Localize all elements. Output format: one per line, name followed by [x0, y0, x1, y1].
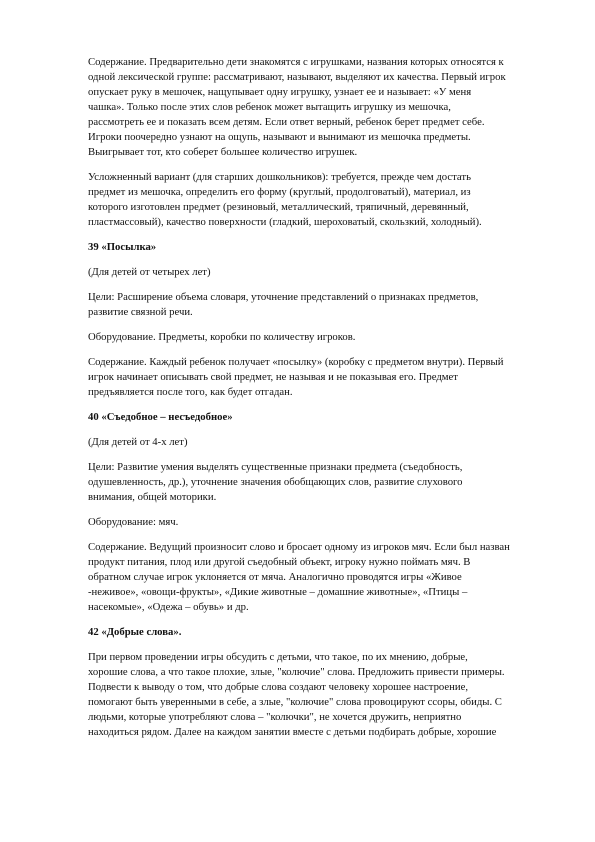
paragraph: [88, 355, 543, 400]
text-line: хорошие слова, а что такое плохие, злые, "колючие" слова. Предложить привести примеры.: [88, 666, 505, 678]
paragraph: [88, 290, 543, 320]
text-line: Содержание. Ведущий произносит слово и бросает одному из игроков мяч. Если был назван: [88, 541, 510, 553]
text-line: (Для детей от 4-х лет): [88, 436, 188, 448]
paragraph: [88, 55, 543, 160]
text-line: Выигрывает тот, кто соберет большее количество игрушек.: [88, 146, 358, 158]
text-line: Оборудование: мяч.: [88, 516, 179, 528]
text-line: Содержание. Каждый ребенок получает «посылку» (коробку с предметом внутри). Первый: [88, 356, 504, 368]
text-line: Оборудование. Предметы, коробки по количеству игроков.: [88, 331, 356, 343]
text-line: При первом проведении игры обсудить с детьми, что такое, по их мнению, добрые,: [88, 651, 468, 663]
text-line: находиться рядом. Далее на каждом занятии вместе с детьми подбирать добрые, хорошие: [88, 726, 497, 738]
document-body: [88, 55, 543, 750]
section-heading: [88, 625, 543, 640]
text-line: продукт питания, плод или другой съедобный объект, игроку нужно поймать мяч. В: [88, 556, 471, 568]
text-line: Подвести к выводу о том, что добрые слова создают человеку хорошее настроение,: [88, 681, 468, 693]
text-line: развитие связной речи.: [88, 306, 193, 318]
section-heading: [88, 410, 543, 425]
paragraph: [88, 265, 543, 280]
text-line: игрок начинает описывать свой предмет, не называя и не показывая его. Предмет: [88, 371, 458, 383]
text-line: рассмотреть ее и показать всем детям. Если ответ верный, ребенок берет предмет себе.: [88, 116, 485, 128]
text-line: Цели: Расширение объема словаря, уточнение представлений о признаках предметов,: [88, 291, 479, 303]
text-line: одушевленность, др.), уточнение значения обобщающих слов, развитие слухового: [88, 476, 463, 488]
text-line: предъявляется после того, как будет отгадан.: [88, 386, 293, 398]
paragraph: [88, 330, 543, 345]
text-line: предмет из мешочка, определить его форму (круглый, продолговатый), материал, из: [88, 186, 471, 198]
text-line: насекомые», «Одежа – обувь» и др.: [88, 601, 249, 613]
text-line: опускает руку в мешочек, нащупывает одну игрушку, узнает ее и называет: «У меня: [88, 86, 472, 98]
text-line: Усложненный вариант (для старших дошкольников): требуется, прежде чем достать: [88, 171, 471, 183]
text-line: -неживое», «овощи-фрукты», «Дикие животные – домашние животные», «Птицы –: [88, 586, 468, 598]
text-line: Цели: Развитие умения выделять существенные признаки предмета (съедобность,: [88, 461, 463, 473]
text-line: обратном случае игрок уклоняется от мяча. Аналогично проводятся игры «Живое: [88, 571, 462, 583]
text-line: помогают быть уверенными в себе, а злые, "колючие" слова провоцируют ссоры, обиды. С: [88, 696, 502, 708]
text-line: которого изготовлен предмет (резиновый, металлический, тряпичный, деревянный,: [88, 201, 469, 213]
paragraph: [88, 540, 543, 615]
text-line: Игроки поочередно узнают на ощупь, называют и вынимают из мешочка предметы.: [88, 131, 471, 143]
text-line: людьми, которые употребляют слова – "колючки", не хочется дружить, неприятно: [88, 711, 462, 723]
text-line: 39 «Посылка»: [88, 241, 157, 253]
text-line: внимания, общей моторики.: [88, 491, 217, 503]
text-line: 40 «Съедобное – несъедобное»: [88, 411, 233, 423]
text-line: чашка». Только после этих слов ребенок может вытащить игрушку из мешочка,: [88, 101, 451, 113]
text-line: (Для детей от четырех лет): [88, 266, 211, 278]
text-line: Содержание. Предварительно дети знакомятся с игрушками, названия которых относятся к: [88, 56, 504, 68]
paragraph: [88, 515, 543, 530]
section-heading: [88, 240, 543, 255]
paragraph: [88, 460, 543, 505]
text-line: пластмассовый), качество поверхности (гладкий, шероховатый, скользкий, холодный).: [88, 216, 482, 228]
paragraph: [88, 170, 543, 230]
text-line: 42 «Добрые слова».: [88, 626, 182, 638]
paragraph: [88, 650, 543, 740]
text-line: одной лексической группе: рассматривают, называют, выделяют их качества. Первый игрок: [88, 71, 506, 83]
paragraph: [88, 435, 543, 450]
